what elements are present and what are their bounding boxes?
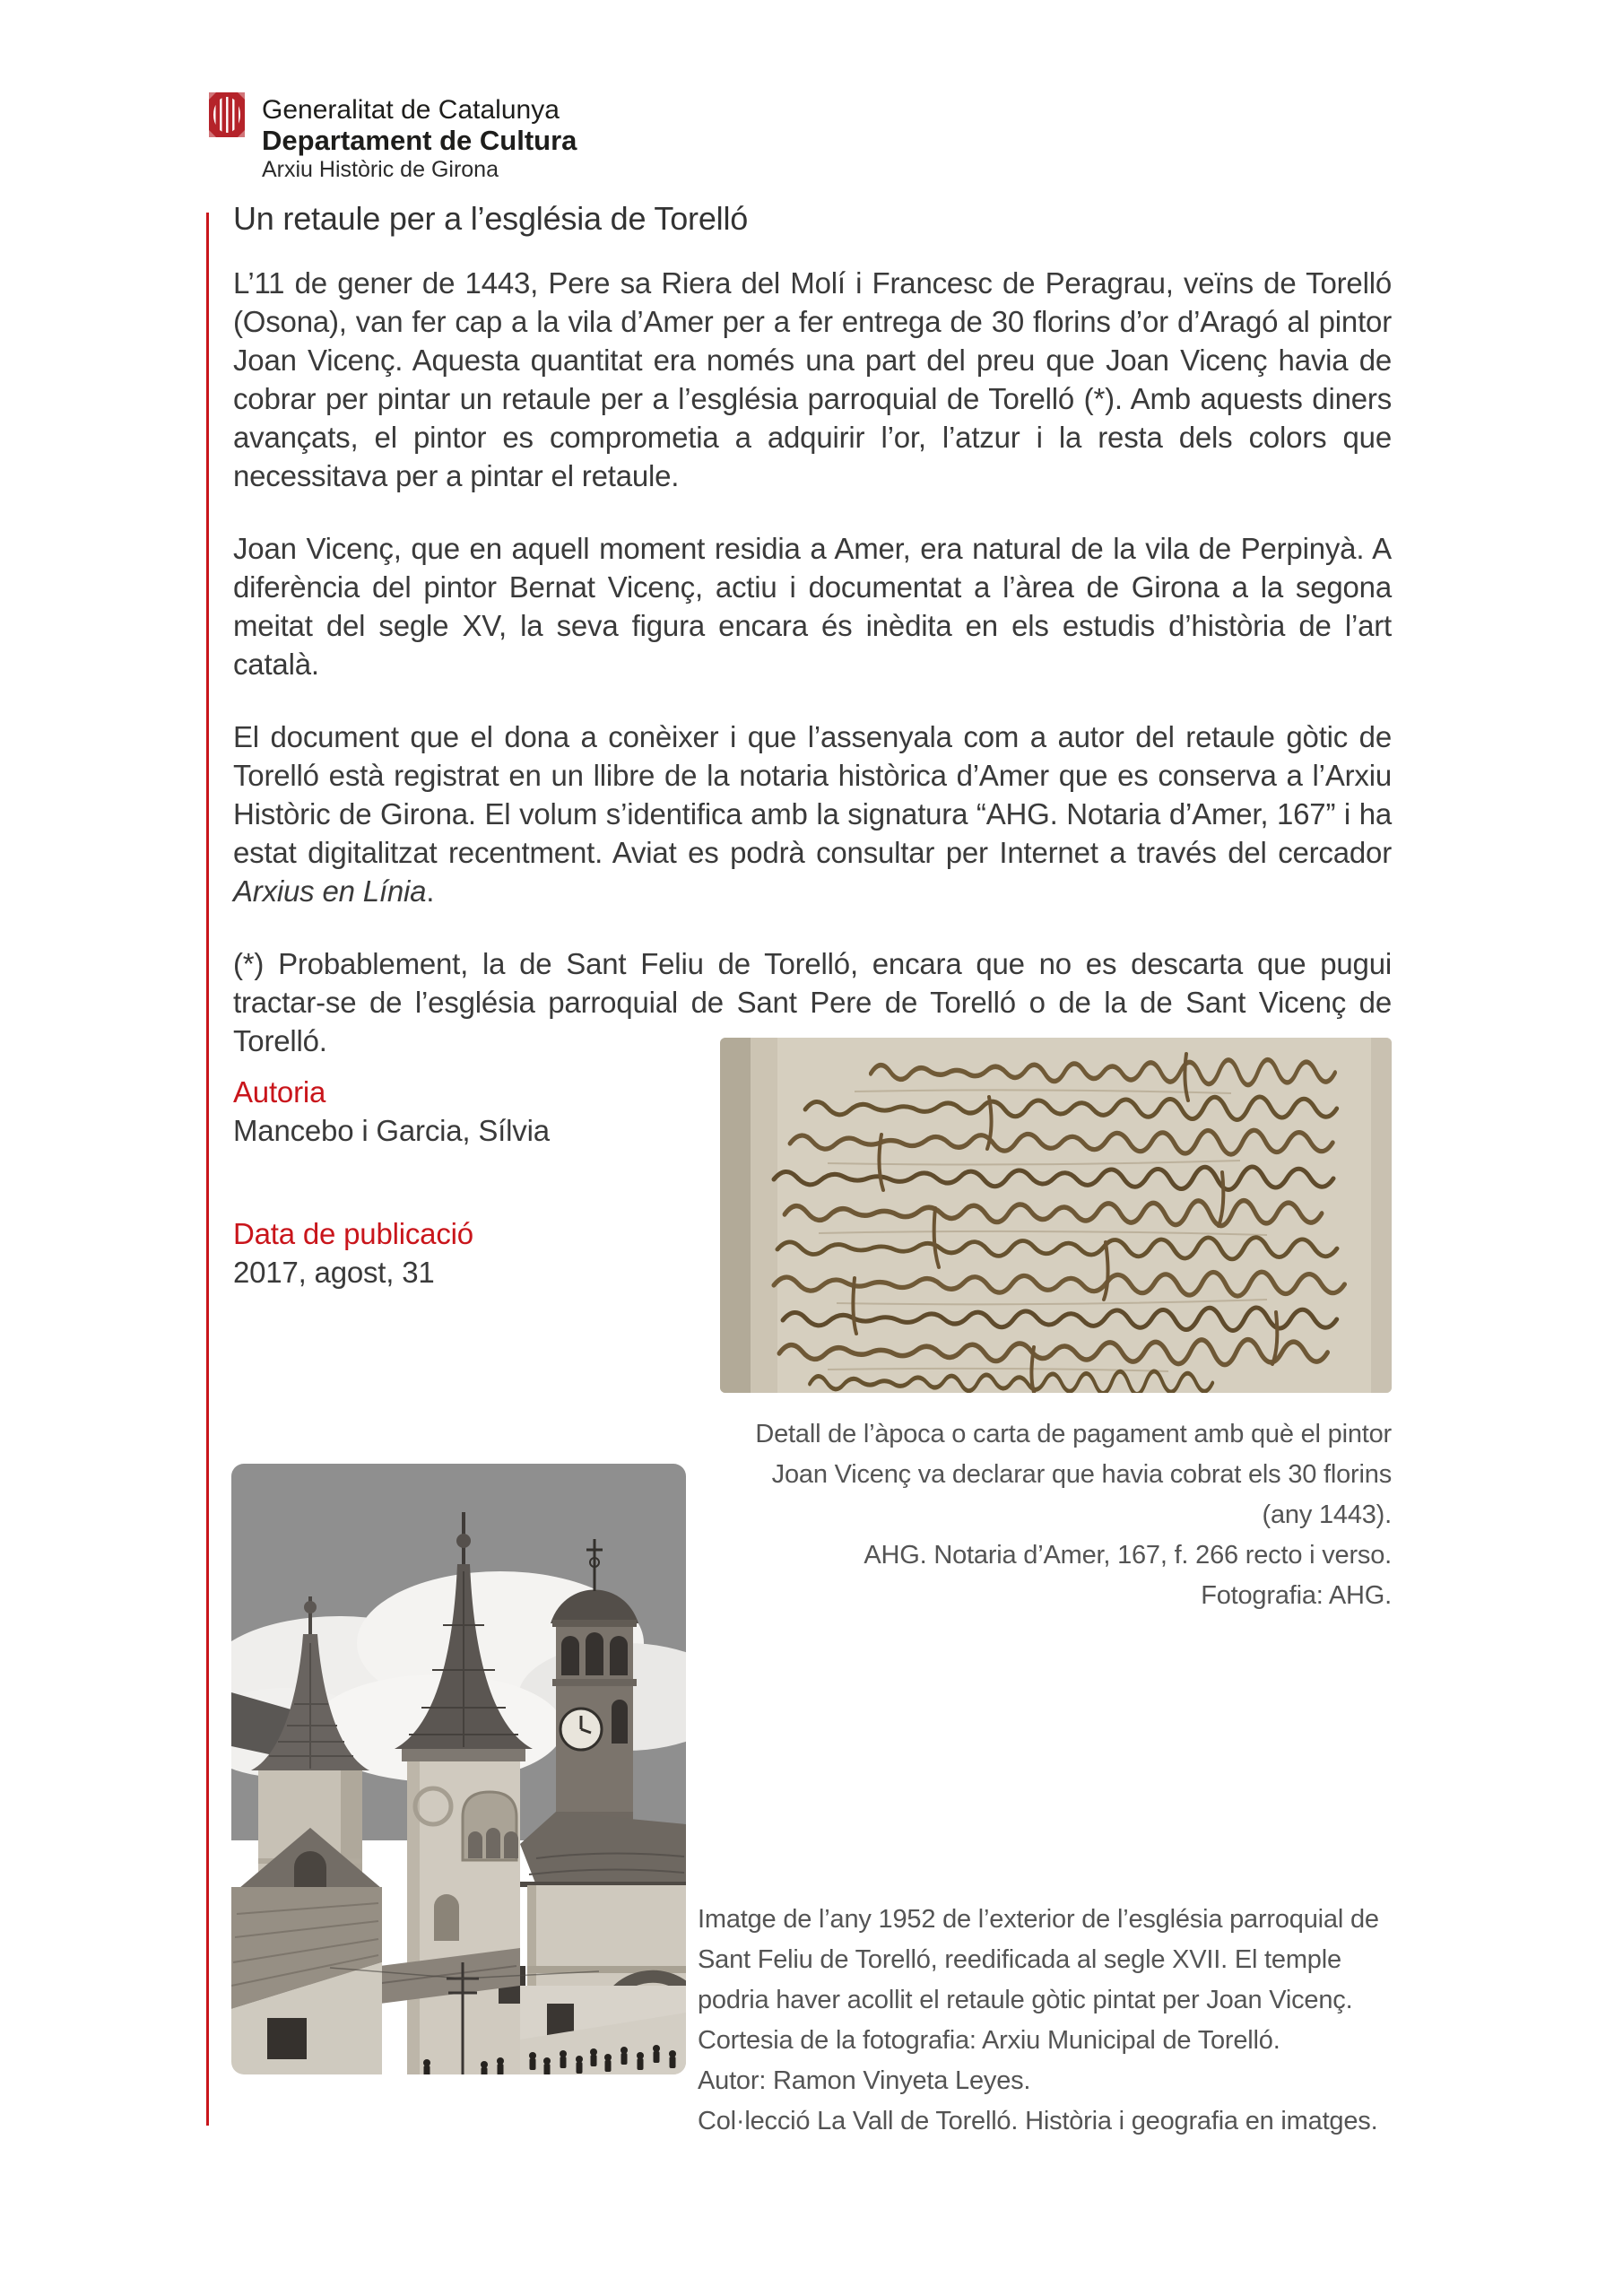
manuscript-caption [720, 1414, 1392, 1616]
caption-line: (any 1443). [1262, 1500, 1392, 1529]
caption-line: podria haver acollit el retaule gòtic pintat per Joan Vicenç. [698, 1986, 1353, 2014]
letterhead [262, 95, 577, 184]
department-name: Departament de Cultura [262, 125, 577, 156]
publicacio-label: Data de publicació [233, 1217, 473, 1250]
paragraph-3 [233, 718, 1392, 910]
church-caption [698, 1900, 1397, 2142]
publicacio-value: 2017, agost, 31 [233, 1256, 435, 1289]
page-title: Un retaule per a l’església de Torelló [233, 200, 749, 237]
paragraph-2: Joan Vicenç, que en aquell moment residia a Amer, era natural de la vila de Perpinyà. A diferència del pintor Bernat Vicenç, actiu i documentat a l’àrea de Girona a la segona meitat del segle XV, la seva figura encara és inèdita en els estudis d’història de l’art català. [233, 532, 1392, 681]
caption-line: Sant Feliu de Torelló, reedificada al segle XVII. El temple [698, 1945, 1341, 1974]
article-meta [233, 1073, 550, 1356]
autoria-label: Autoria [233, 1075, 326, 1109]
caption-line: Imatge de l’any 1952 de l’exterior de l’església parroquial de [698, 1905, 1379, 1934]
caption-line: Col·lecció La Vall de Torelló. Història i geografia en imatges. [698, 2107, 1378, 2135]
caption-line: Fotografia: AHG. [1201, 1581, 1392, 1610]
paragraph-3-end: . [426, 874, 435, 908]
publicacio-group [233, 1214, 550, 1292]
caption-line: Joan Vicenç va declarar que havia cobrat els 30 florins [771, 1460, 1392, 1489]
paragraph-3-text: El document que el dona a conèixer i que l’assenyala com a autor del retaule gòtic de Torelló està registrat en un llibre de la notaria històrica d’Amer que es conserva a l’Arxiu Històric de Girona. El volum s’identifica amb la signatura “AHG. Notaria d’Amer, 167” i ha estat digitalitzat recentment. Aviat es podrà consultar per Internet a través del cercador [233, 720, 1392, 869]
church-photo [231, 1464, 686, 2074]
caption-line: AHG. Notaria d’Amer, 167, f. 266 recto i verso. [864, 1541, 1392, 1570]
caption-line: Detall de l’àpoca o carta de pagament amb què el pintor [755, 1420, 1392, 1448]
manuscript-image [720, 1038, 1392, 1393]
generalitat-senyera-icon [209, 92, 245, 137]
caption-line: Autor: Ramon Vinyeta Leyes. [698, 2066, 1031, 2095]
autoria-value: Mancebo i Garcia, Sílvia [233, 1114, 550, 1147]
cercador-name: Arxius en Línia [233, 874, 427, 908]
red-vertical-rule [206, 213, 209, 2126]
autoria-group [233, 1073, 550, 1150]
paragraph-1: L’11 de gener de 1443, Pere sa Riera del Molí i Francesc de Peragrau, veïns de Torelló (Osona), van fer cap a la vila d’Amer per a fer entrega de 30 florins d’or d’Aragó al pintor Joan Vicenç. Aquesta quantitat era només una part del preu que Joan Vicenç havia de cobrar per pintar un retaule per a l’església parroquial de Torelló (*). Amb aquests diners avançats, el pintor es comprometia a adquirir l’or, l’atzur i la resta dels colors que necessitava per a pintar el retaule. [233, 266, 1392, 492]
footnote: (*) Probablement, la de Sant Feliu de Torelló, encara que no es descarta que pugui tractar-se de l’església parroquial de Sant Pere de Torelló o de la de Sant Vicenç de Torelló. [233, 947, 1392, 1057]
caption-line: Cortesia de la fotografia: Arxiu Municipal de Torelló. [698, 2026, 1280, 2055]
archive-name: Arxiu Històric de Girona [262, 157, 499, 182]
article-body [233, 199, 1392, 1060]
org-name: Generalitat de Catalunya [262, 95, 560, 125]
